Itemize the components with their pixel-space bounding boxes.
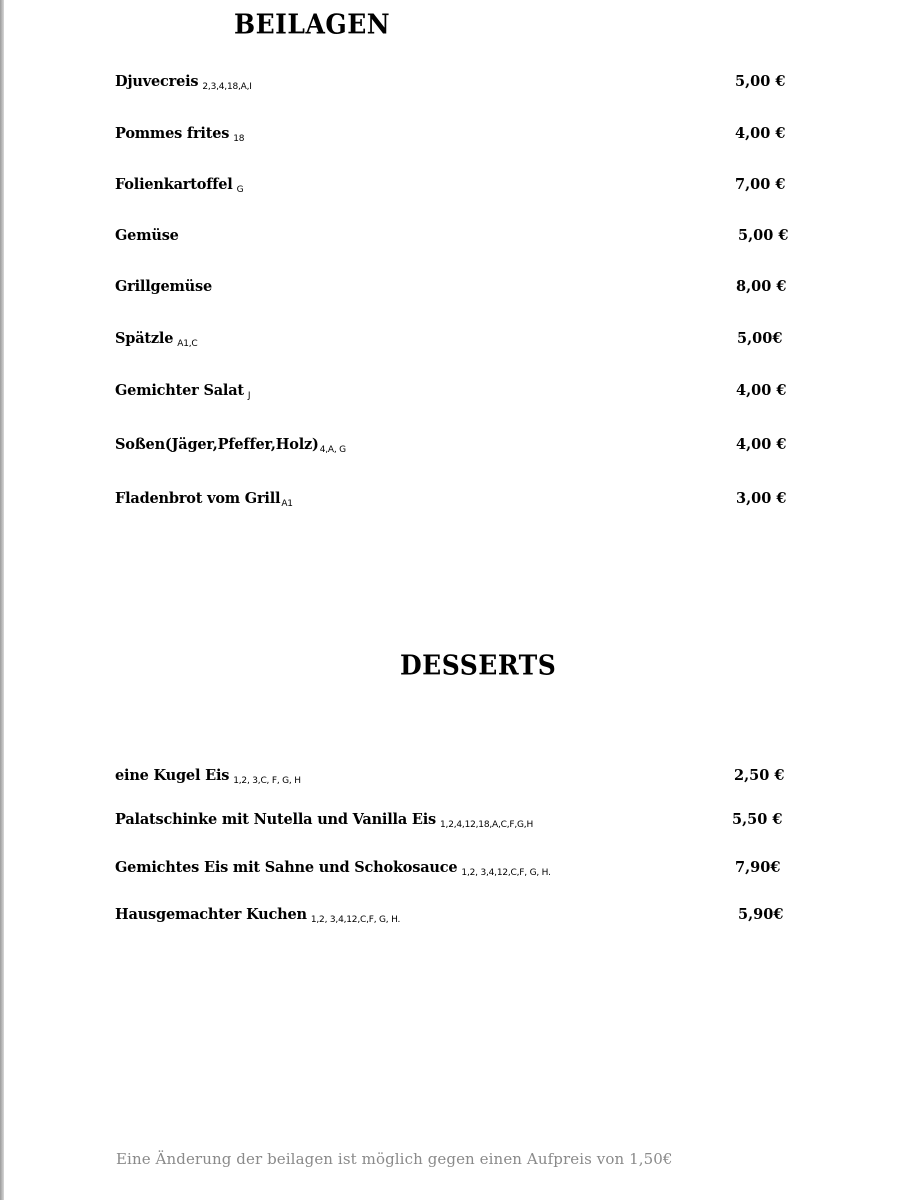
surcharge-note: Eine Änderung der beilagen ist möglich gegen einen Aufpreis von 1,50€ [116, 1150, 673, 1168]
item-price: 4,00 € [735, 125, 786, 142]
item-name: Fladenbrot vom Grill [115, 490, 281, 507]
item-allergens: J [247, 391, 251, 401]
item-name: Spätzle [115, 330, 174, 347]
menu-item [0, 226, 906, 250]
menu-item [0, 381, 906, 405]
item-name: Pommes frites [115, 125, 230, 142]
item-allergens: 1,2, 3,4,12,C,F, G, H. [310, 915, 401, 925]
item-allergens: 18 [233, 134, 245, 144]
menu-item [0, 72, 906, 96]
item-name: Soßen(Jäger,Pfeffer,Holz) [115, 436, 319, 453]
item-price: 5,00 € [735, 73, 786, 90]
item-price: 7,90€ [735, 859, 781, 876]
menu-item [0, 766, 906, 790]
item-name: Folienkartoffel [115, 176, 233, 193]
menu-item [0, 124, 906, 148]
item-price: 7,00 € [735, 176, 786, 193]
item-allergens: 1,2, 3,C, F, G, H [233, 776, 301, 786]
item-allergens: 2,3,4,18,A,I [202, 82, 252, 92]
item-allergens: A1 [281, 499, 293, 509]
item-name: Gemichter Salat [115, 382, 244, 399]
menu-item [0, 277, 906, 301]
item-price: 4,00 € [736, 382, 787, 399]
item-price: 5,00 € [738, 227, 789, 244]
item-price: 2,50 € [734, 767, 785, 784]
item-allergens: 1,2,4,12,18,A,C,F,G,H [440, 820, 534, 830]
menu-item [0, 175, 906, 199]
item-price: 3,00 € [736, 490, 787, 507]
item-name: Hausgemachter Kuchen [115, 906, 307, 923]
item-name: Palatschinke mit Nutella und Vanilla Eis [115, 811, 437, 828]
item-allergens: 4,A, G [319, 445, 346, 455]
menu-item [0, 905, 906, 929]
item-price: 5,50 € [732, 811, 783, 828]
item-name: Gemichtes Eis mit Sahne und Schokosauce [115, 859, 458, 876]
item-name: eine Kugel Eis [115, 767, 230, 784]
item-price: 4,00 € [736, 436, 787, 453]
item-price: 5,90€ [738, 906, 784, 923]
item-allergens: 1,2, 3,4,12,C,F, G, H. [461, 868, 551, 878]
item-name: Grillgemüse [115, 278, 212, 295]
menu-item [0, 858, 906, 882]
item-allergens: A1,C [177, 339, 198, 349]
menu-item [0, 489, 906, 513]
section-title-desserts: DESSERTS [400, 649, 557, 682]
item-price: 5,00€ [737, 330, 783, 347]
menu-item [0, 810, 906, 834]
menu-item [0, 435, 906, 459]
item-name: Gemüse [115, 227, 179, 244]
section-title-beilagen: BEILAGEN [234, 8, 391, 41]
menu-item [0, 329, 906, 353]
item-name: Djuvecreis [115, 73, 199, 90]
item-price: 8,00 € [736, 278, 787, 295]
item-allergens: G [236, 185, 244, 195]
